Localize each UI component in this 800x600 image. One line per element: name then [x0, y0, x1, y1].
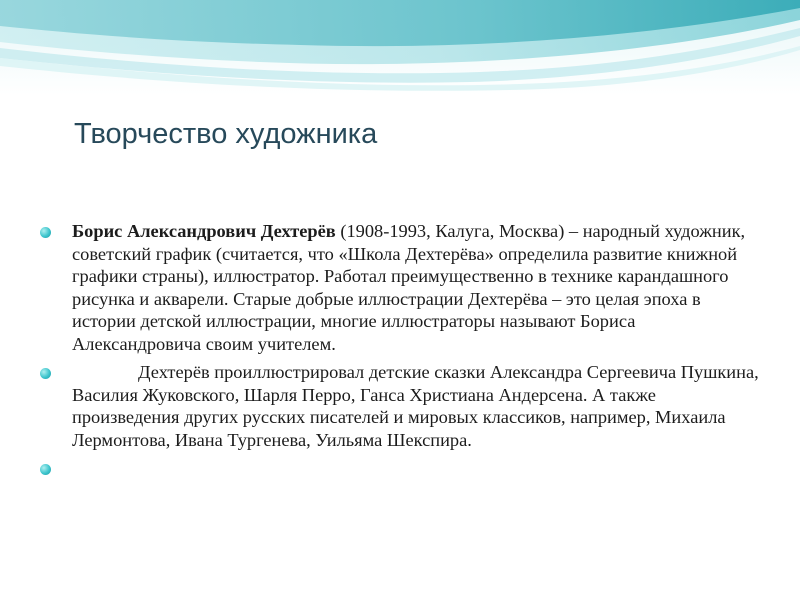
paragraph-text: (1908-1993, Калуга, Москва) – народный художник, советский график (считается, что «Школа Дехтерёва» определила развитие книжной графики страны), иллюстратор. Работал преимущественно в технике карандашного рисунка и акварели. Старые добрые иллюстрации Дехтерёва – это целая эпоха в истории детской иллюстрации, многие иллюстраторы называют Бориса Александровича своим учителем. — [72, 221, 746, 354]
list-item — [40, 220, 760, 355]
content-list — [40, 220, 760, 486]
list-item — [40, 457, 760, 480]
paragraph-text — [72, 458, 77, 478]
bullet-icon — [40, 227, 51, 238]
paragraph-text: Дехтерёв проиллюстрировал детские сказки Александра Сергеевича Пушкина, Василия Жуковского, Шарля Перро, Ганса Христиана Андерсена. А также произведения других русских писателей и мировых классиков, например, Михаила Лермонтова, Ивана Тургенева, Уильяма Шекспира. — [72, 362, 759, 450]
slide-title: Творчество художника — [74, 118, 378, 150]
artist-name: Борис Александрович Дехтерёв — [72, 221, 336, 241]
list-item — [40, 361, 760, 451]
bullet-icon — [40, 464, 51, 475]
wave-header-decoration — [0, 0, 800, 95]
bullet-icon — [40, 368, 51, 379]
